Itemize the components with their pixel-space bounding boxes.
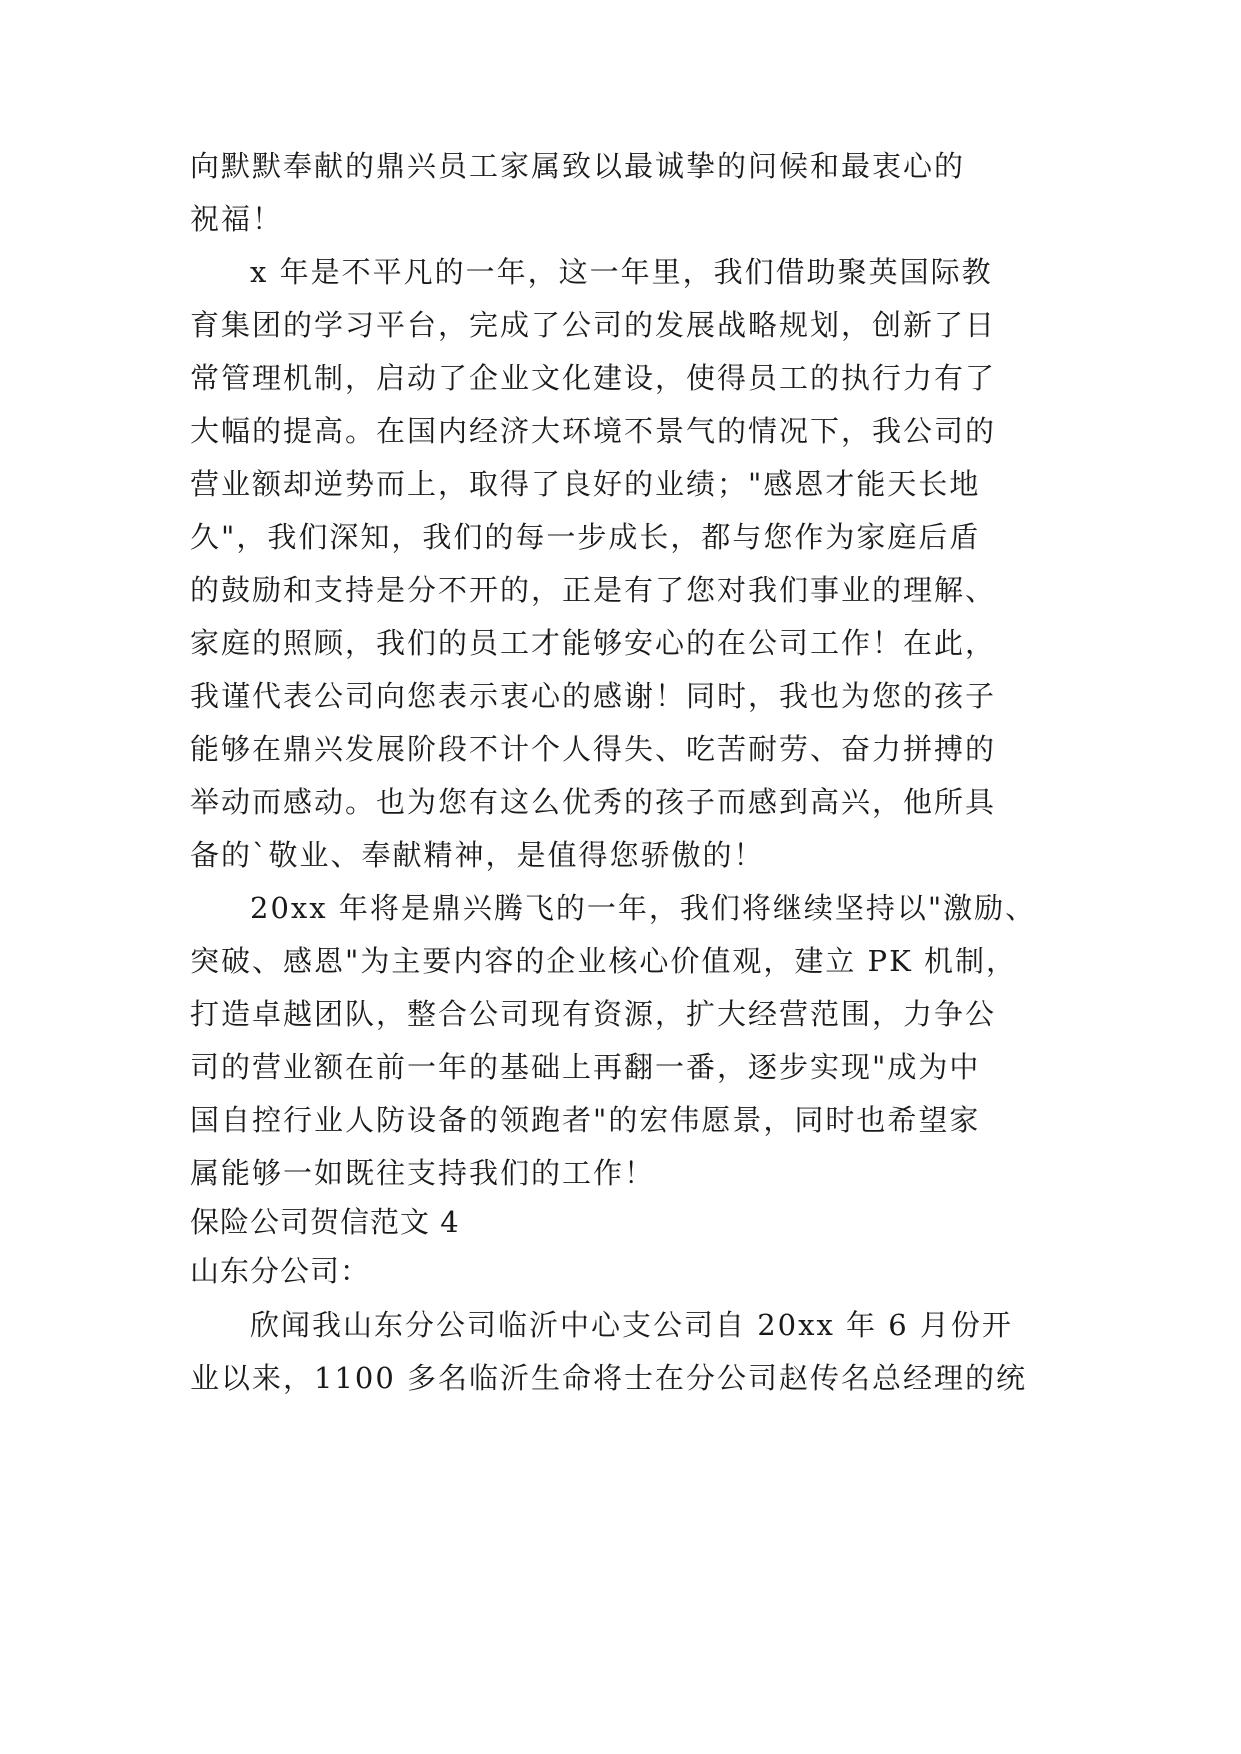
text-line: 能够在鼎兴发展阶段不计个人得失、吃苦耐劳、奋力拼搏的 (190, 732, 997, 766)
section-heading: 保险公司贺信范文 4 (190, 1205, 460, 1239)
text-line: 祝福！ (190, 202, 284, 236)
text-line: 家庭的照顾，我们的员工才能够安心的在公司工作！在此， (190, 626, 997, 660)
text-line: 打造卓越团队，整合公司现有资源，扩大经营范围，力争公 (190, 997, 997, 1031)
text-line: 久"，我们深知，我们的每一步成长，都与您作为家庭后盾 (190, 520, 981, 554)
paragraph-start-line: 欣闻我山东分公司临沂中心支公司自 20xx 年 6 月份开 (250, 1308, 1013, 1342)
text-line: 常管理机制，启动了企业文化建设，使得员工的执行力有了 (190, 361, 997, 395)
text-line: 育集团的学习平台，完成了公司的发展战略规划，创新了日 (190, 308, 997, 342)
salutation: 山东分公司： (190, 1254, 371, 1288)
text-line: 司的营业额在前一年的基础上再翻一番，逐步实现"成为中 (190, 1050, 981, 1084)
text-line: 营业额却逆势而上，取得了良好的业绩；"感恩才能天长地 (190, 467, 981, 501)
text-line: 的鼓励和支持是分不开的，正是有了您对我们事业的理解、 (190, 573, 997, 607)
text-line: 我谨代表公司向您表示衷心的感谢！同时，我也为您的孩子 (190, 679, 997, 713)
text-line: 属能够一如既往支持我们的工作！ (190, 1156, 656, 1190)
text-line: 举动而感动。也为您有这么优秀的孩子而感到高兴，他所具 (190, 785, 997, 819)
text-line: 备的`敬业、奉献精神，是值得您骄傲的！ (190, 838, 765, 872)
text-line: 向默默奉献的鼎兴员工家属致以最诚挚的问候和最衷心的 (190, 149, 966, 183)
paragraph-start-line: x 年是不平凡的一年，这一年里，我们借助聚英国际教 (250, 255, 993, 289)
text-line: 业以来，1100 多名临沂生命将士在分公司赵传名总经理的统 (190, 1361, 1028, 1395)
text-line: 大幅的提高。在国内经济大环境不景气的情况下，我公司的 (190, 414, 997, 448)
paragraph-start-line: 20xx 年将是鼎兴腾飞的一年，我们将继续坚持以"激励、 (250, 891, 1037, 925)
text-line: 突破、感恩"为主要内容的企业核心价值观，建立 PK 机制， (190, 944, 1017, 978)
text-line: 国自控行业人防设备的领跑者"的宏伟愿景，同时也希望家 (190, 1103, 981, 1137)
